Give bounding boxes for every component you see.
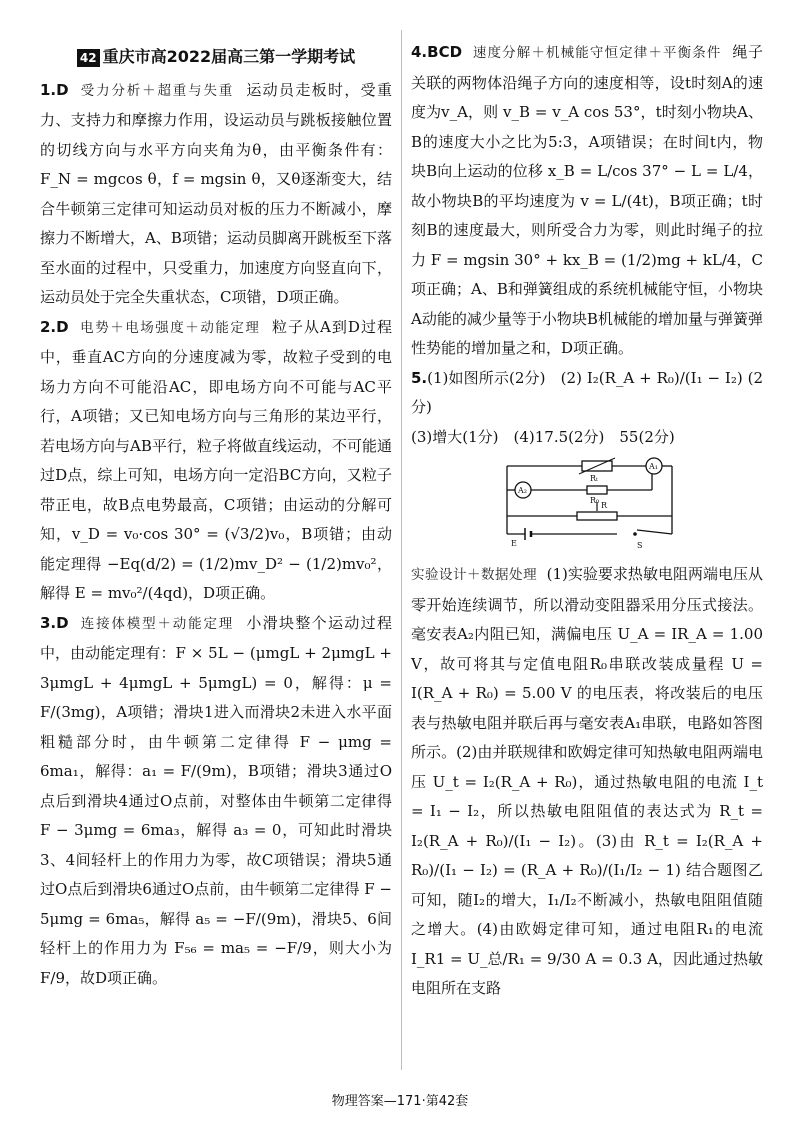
column-divider xyxy=(401,30,402,1070)
q5-text: (1)实验要求热敏电阻两端电压从零开始连续调节，所以滑动变阻器采用分压式接法。毫安表A₂内阻已知，满偏电压 U_A = IR_A = 1.00 V，故可将其与定值电阻R₀串联改装成量程 U = I(R_A + R₀) = 5.00 V 的电压表，将改装后的电压表与热敏电阻并联后再与毫安表A₁串联，电路如答图所示。(2)由并联规律和欧姆定律可知热敏电阻两端电压 U_t = I₂(R_A + R₀)，通过热敏电阻的电流 I_t = I₁ − I₂，所以热敏电阻阻值的表达式为 R_t = I₂(R_A + R₀)/(I₁ − I₂)。(3)由 R_t = I₂(R_A + R₀)/(I₁ − I₂) = (R_A + R₀)/(I₁/I₂ − 1) 结合题图乙可知，随I₂的增大，I₁/I₂不断减小，热敏电阻阻值随之增大。(4)由欧姆定律可知，通过电阻R₁的电流 I_R1 = U_总/R₁ = 9/30 A = 0.3 A，因此通过热敏电阻所在支路 xyxy=(411,565,763,997)
answer-q5-line2 xyxy=(411,423,763,453)
rheostat-r xyxy=(577,512,617,520)
q2-tags: 电势＋电场强度＋动能定理 xyxy=(80,319,261,336)
resistor-r0 xyxy=(587,486,607,494)
page-footer: 物理答案—171·第42套 xyxy=(331,1094,469,1109)
q5-answers-line2: (3)增大(1分) (4)17.5(2分) 55(2分) xyxy=(411,427,675,446)
q1-tags: 受力分析＋超重与失重 xyxy=(80,82,235,99)
answer-q5-explanation xyxy=(411,560,763,1004)
q5-number: 5. xyxy=(411,368,428,387)
page-title xyxy=(40,42,392,72)
q4-tags: 速度分解＋机械能守恒定律＋平衡条件 xyxy=(472,45,722,61)
q4-number: 4.BCD xyxy=(411,43,463,61)
q3-tags: 连接体模型＋动能定理 xyxy=(80,615,235,632)
label-a2: A₂ xyxy=(518,486,527,495)
label-e: E xyxy=(511,539,517,548)
answer-q5-line1 xyxy=(411,364,763,423)
circuit-diagram xyxy=(487,454,687,554)
set-number-badge: 42 xyxy=(77,49,100,67)
label-s: S xyxy=(637,541,643,550)
q2-text: 粒子从A到D过程中，垂直AC方向的分速度减为零，故粒子受到的电场力方向不可能沿AC，即电场方向不可能与AC平行，A项错；又已知电场方向与三角形的某边平行，若电场方向与AB平行，粒子将做直线运动，不可能通过D点，综上可知，电场方向一定沿BC方向，又粒子带正电，故B点电势最高，C项错；由运动的分解可知，v_D = v₀·cos 30° = (√3/2)v₀，B项错；由动能定理得 −Eq(d/2) = (1/2)mv_D² − (1/2)mv₀²，解得 E = mv₀²/(4qd)，D项正确。 xyxy=(40,317,392,602)
left-column xyxy=(40,38,392,993)
q4-text: 绳子关联的两物体沿绳子方向的速度相等，设t时刻A的速度为v_A，则 v_B = v_A cos 53°，t时刻小物块A、B的速度大小之比为5:3，A项错误；在时间t内，物块B向上运动的位移 x_B = L/cos 37° − L = L/4，故小物块B的平均速度为 v = L/(4t)，B项正确；t时刻B的速度最大，则所受合力为零，则此时绳子的拉力 F = mgsin 30° + kx_B = (1/2)mg + kL/4，C项正确；A、B和弹簧组成的系统机械能守恒，小物块A动能的减少量等于小物块B机械能的增加量与弹簧弹性势能的增加量之和，D项正确。 xyxy=(411,43,763,357)
switch-blade xyxy=(637,530,672,534)
q1-text: 运动员走板时，受重力、支持力和摩擦力作用，设运动员与跳板接触位置的切线方向与水平方向夹角为θ，由平衡条件有：F_N = mgcos θ，f = mgsin θ，又θ逐渐变大，结合牛顿第三定律可知运动员对板的压力不断减小，摩擦力不断增大，A、B项错；运动员脚离开跳板至下落至水面的过程中，只受重力，加速度方向竖直向下，运动员处于完全失重状态，C项错，D项正确。 xyxy=(40,80,392,306)
q3-text: 小滑块整个运动过程中，由动能定理有：F × 5L − (μmgL + 2μmgL + 3μmgL + 4μmgL + 5μmgL) = 0，解得：μ = F/(3mg)，A项错；滑块1进入而滑块2未进入水平面粗糙部分时，由牛顿第二定律得 F − μmg = 6ma₁，解得：a₁ = F/(9m)，B项错；滑块3通过O点后到滑块4通过O点前，对整体由牛顿第二定律得 F − 3μmg = 6ma₃，解得 a₃ = 0，可知此时滑块3、4间轻杆上的作用力为零，故C项错误；滑块5通过O点后到滑块6通过O点前，由牛顿第二定律得 F − 5μmg = 6ma₅，解得 a₅ = −F/(9m)，滑块5、6间轻杆上的作用力为 F₅₆ = ma₅ = −F/9，则大小为 F/9，故D项正确。 xyxy=(40,613,392,987)
answer-q3 xyxy=(40,609,392,994)
q5-answers-line1: (1)如图所示(2分) (2) I₂(R_A + R₀)/(I₁ − I₂) (2分) xyxy=(411,368,763,416)
answer-q2 xyxy=(40,313,392,609)
q2-number: 2.D xyxy=(40,317,69,336)
q5-tags: 实验设计＋数据处理 xyxy=(411,567,538,583)
answer-q4 xyxy=(411,38,763,364)
q1-number: 1.D xyxy=(40,80,69,99)
exam-title: 重庆市高2022届高三第一学期考试 xyxy=(102,47,356,66)
answer-q1 xyxy=(40,76,392,313)
label-r: R xyxy=(601,501,608,510)
q3-number: 3.D xyxy=(40,613,69,632)
label-rt: Rₜ xyxy=(590,474,598,483)
label-r0: R₀ xyxy=(590,496,600,505)
label-a1: A₁ xyxy=(649,462,658,471)
switch-contact xyxy=(633,532,637,536)
right-column xyxy=(411,38,763,1004)
